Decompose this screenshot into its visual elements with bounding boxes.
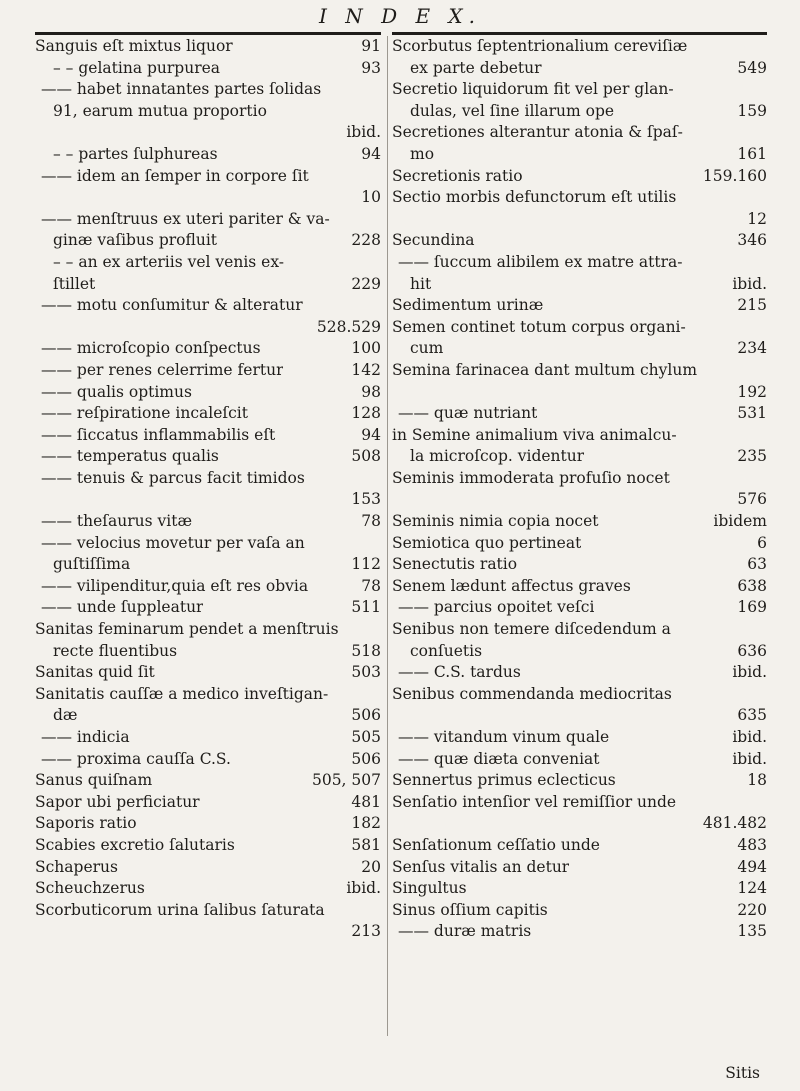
index-entry bbox=[392, 317, 767, 339]
index-entry bbox=[35, 921, 381, 943]
entry-text: – – an ex arteriis vel venis ex- bbox=[53, 252, 285, 271]
index-entry bbox=[392, 425, 767, 447]
index-entry bbox=[35, 878, 381, 900]
entry-page-ref: 234 bbox=[737, 339, 767, 358]
entry-page-ref: 636 bbox=[737, 641, 767, 660]
index-column-left bbox=[35, 36, 381, 943]
index-entry bbox=[35, 79, 381, 101]
index-column-right bbox=[392, 36, 767, 943]
entry-page-ref: 506 bbox=[351, 749, 381, 768]
index-entry bbox=[392, 58, 767, 80]
entry-page-ref: 235 bbox=[737, 447, 767, 466]
entry-page-ref: 494 bbox=[737, 857, 767, 876]
index-entry bbox=[35, 489, 381, 511]
index-entry bbox=[392, 511, 767, 533]
entry-text: Secretio liquidorum fit vel per glan- bbox=[392, 80, 674, 99]
entry-text: —— parcius opoitet veſci bbox=[398, 598, 595, 617]
entry-page-ref: 153 bbox=[351, 490, 381, 509]
entry-page-ref: ibid. bbox=[732, 663, 767, 682]
index-entry bbox=[35, 209, 381, 231]
index-entry bbox=[35, 597, 381, 619]
entry-page-ref bbox=[759, 619, 767, 641]
entry-text: ex parte debetur bbox=[410, 58, 542, 77]
entry-text: —— menſtruus ex uteri pariter & va- bbox=[41, 209, 330, 228]
entry-text: Senectutis ratio bbox=[392, 555, 518, 574]
index-entry bbox=[392, 144, 767, 166]
index-entry bbox=[35, 770, 381, 792]
entry-text: —— tenuis & parcus facit timidos bbox=[41, 468, 305, 487]
entry-text: Sanitatis cauſſæ a medico inveſtigan- bbox=[35, 684, 329, 703]
index-entry bbox=[392, 835, 767, 857]
entry-text: —— unde ſuppleatur bbox=[41, 598, 204, 617]
entry-text: —— per renes celerrime fertur bbox=[41, 360, 284, 379]
entry-page-ref: 229 bbox=[351, 274, 381, 293]
index-entry bbox=[392, 641, 767, 663]
entry-text: —— quæ diæta conveniat bbox=[398, 749, 600, 768]
index-entry bbox=[35, 122, 381, 144]
index-entry bbox=[35, 857, 381, 879]
entry-text: Sanitas feminarum pendet a menſtruis bbox=[35, 620, 339, 639]
entry-page-ref: 220 bbox=[737, 900, 767, 919]
entry-page-ref: 91 bbox=[361, 37, 381, 55]
entry-text: in Semine animalium viva animalcu- bbox=[392, 425, 677, 444]
entry-text: Seminis immoderata profuſio nocet bbox=[392, 468, 670, 487]
index-entry bbox=[392, 382, 767, 404]
entry-page-ref bbox=[373, 166, 381, 188]
index-entry bbox=[35, 144, 381, 166]
index-entry bbox=[35, 101, 381, 123]
entry-page-ref bbox=[759, 684, 767, 706]
index-entry bbox=[392, 684, 767, 706]
index-entry bbox=[392, 209, 767, 231]
index-entry bbox=[392, 338, 767, 360]
entry-text: —— theſaurus vitæ bbox=[41, 512, 193, 531]
entry-page-ref bbox=[373, 101, 381, 123]
entry-text: Sanus quiſnam bbox=[35, 771, 153, 790]
index-entry bbox=[35, 641, 381, 663]
header-rule bbox=[392, 32, 767, 35]
entry-page-ref: 94 bbox=[361, 144, 381, 163]
entry-page-ref: 100 bbox=[351, 339, 381, 358]
entry-page-ref: ibid. bbox=[732, 728, 767, 746]
index-entry bbox=[392, 770, 767, 792]
entry-page-ref bbox=[373, 900, 381, 922]
entry-page-ref: 215 bbox=[737, 296, 767, 315]
entry-page-ref: 503 bbox=[351, 663, 381, 682]
header-rule bbox=[35, 32, 381, 35]
index-entry bbox=[392, 533, 767, 555]
entry-text: Scorbutus ſeptentrionalium cereviſiæ bbox=[392, 37, 688, 55]
entry-page-ref: 505, 507 bbox=[311, 771, 381, 790]
index-entry bbox=[35, 749, 381, 771]
entry-page-ref bbox=[759, 468, 767, 490]
entry-page-ref: 10 bbox=[361, 188, 381, 207]
index-entry bbox=[35, 554, 381, 576]
index-entry bbox=[35, 662, 381, 684]
index-entry bbox=[35, 425, 381, 447]
index-entry bbox=[35, 792, 381, 814]
entry-page-ref: 506 bbox=[351, 706, 381, 725]
entry-page-ref: ibidem bbox=[713, 512, 767, 531]
entry-text: mo bbox=[410, 144, 435, 163]
index-entry bbox=[392, 576, 767, 598]
entry-text: Sapor ubi perficiatur bbox=[35, 792, 200, 811]
entry-text: ginæ vaſibus profluit bbox=[53, 231, 218, 250]
entry-page-ref bbox=[373, 619, 381, 641]
entry-text: Semiotica quo pertineat bbox=[392, 533, 582, 552]
entry-page-ref: 20 bbox=[361, 857, 381, 876]
entry-page-ref: 78 bbox=[361, 512, 381, 531]
entry-text: Scorbuticorum urina ſalibus ſaturata bbox=[35, 900, 325, 919]
index-entry bbox=[392, 252, 767, 274]
index-entry bbox=[392, 230, 767, 252]
index-entry bbox=[392, 295, 767, 317]
entry-text: Semina farinacea dant multum chylum bbox=[392, 360, 698, 379]
entry-text: – – gelatina purpurea bbox=[53, 58, 221, 77]
entry-text: Scabies excretio ſalutaris bbox=[35, 835, 235, 854]
entry-page-ref: 124 bbox=[737, 879, 767, 898]
entry-page-ref: 18 bbox=[747, 771, 767, 790]
entry-page-ref bbox=[373, 684, 381, 706]
index-entry bbox=[392, 468, 767, 490]
index-entry bbox=[35, 900, 381, 922]
entry-text: Senibus commendanda mediocritas bbox=[392, 684, 672, 703]
entry-page-ref bbox=[373, 468, 381, 490]
index-entry bbox=[35, 338, 381, 360]
index-entry bbox=[35, 727, 381, 749]
entry-page-ref: 161 bbox=[737, 144, 767, 163]
entry-page-ref bbox=[759, 122, 767, 144]
index-entry bbox=[35, 274, 381, 296]
entry-text: —— ſuccum alibilem ex matre attra- bbox=[398, 252, 683, 271]
entry-text: —— duræ matris bbox=[398, 922, 532, 941]
entry-text: —— qualis optimus bbox=[41, 382, 192, 401]
column-divider bbox=[387, 36, 388, 1036]
entry-page-ref: 12 bbox=[747, 209, 767, 228]
index-entry bbox=[392, 705, 767, 727]
entry-page-ref bbox=[759, 36, 767, 58]
entry-text: —— quæ nutriant bbox=[398, 404, 538, 423]
entry-text: —— indicia bbox=[41, 728, 130, 746]
entry-page-ref: 159.160 bbox=[702, 166, 767, 185]
entry-text: hit bbox=[410, 274, 432, 293]
index-entry bbox=[35, 446, 381, 468]
index-entry bbox=[392, 36, 767, 58]
index-entry bbox=[35, 533, 381, 555]
entry-text: Scheuchzerus bbox=[35, 879, 145, 898]
entry-text: dulas, vel ſine illarum ope bbox=[410, 101, 615, 120]
index-entry bbox=[392, 597, 767, 619]
entry-text: Senſus vitalis an detur bbox=[392, 857, 570, 876]
index-entry bbox=[35, 403, 381, 425]
index-entry bbox=[392, 79, 767, 101]
index-entry bbox=[392, 360, 767, 382]
entry-page-ref bbox=[759, 792, 767, 814]
index-entry bbox=[392, 489, 767, 511]
entry-text: la microſcop. videntur bbox=[410, 447, 585, 466]
entry-text: Sinus oſſium capitis bbox=[392, 900, 548, 919]
entry-page-ref bbox=[759, 252, 767, 274]
entry-text: Sectio morbis defunctorum eſt utilis bbox=[392, 188, 677, 207]
entry-text: dæ bbox=[53, 706, 78, 725]
entry-text: Sennertus primus eclecticus bbox=[392, 771, 616, 790]
index-entry bbox=[35, 360, 381, 382]
entry-text: Secretionis ratio bbox=[392, 166, 523, 185]
entry-text: —— temperatus qualis bbox=[41, 447, 219, 466]
catchword: Sitis bbox=[725, 1064, 760, 1082]
entry-text: Sanitas quid ſit bbox=[35, 663, 155, 682]
page-header: I N D E X. bbox=[318, 4, 482, 28]
entry-page-ref: 581 bbox=[351, 835, 381, 854]
index-entry bbox=[392, 749, 767, 771]
index-entry bbox=[392, 878, 767, 900]
entry-page-ref bbox=[759, 317, 767, 339]
index-entry bbox=[392, 662, 767, 684]
entry-page-ref bbox=[759, 425, 767, 447]
entry-page-ref: 518 bbox=[351, 641, 381, 660]
index-entry bbox=[392, 101, 767, 123]
index-entry bbox=[392, 554, 767, 576]
index-entry bbox=[35, 295, 381, 317]
entry-text: recte fluentibus bbox=[53, 641, 178, 660]
entry-page-ref: 511 bbox=[351, 598, 381, 617]
entry-page-ref bbox=[373, 252, 381, 274]
entry-text: Sanguis eſt mixtus liquor bbox=[35, 37, 233, 55]
entry-page-ref: 63 bbox=[747, 555, 767, 574]
index-entry bbox=[35, 813, 381, 835]
entry-page-ref: 128 bbox=[351, 404, 381, 423]
index-entry bbox=[392, 166, 767, 188]
entry-text: —— C.S. tardus bbox=[398, 663, 521, 682]
index-entry bbox=[392, 403, 767, 425]
entry-page-ref bbox=[373, 295, 381, 317]
index-entry bbox=[35, 36, 381, 58]
index-entry bbox=[392, 274, 767, 296]
entry-page-ref: 135 bbox=[737, 922, 767, 941]
index-entry bbox=[35, 705, 381, 727]
index-entry bbox=[35, 619, 381, 641]
index-entry bbox=[35, 166, 381, 188]
entry-page-ref: ibid. bbox=[732, 749, 767, 768]
index-entry bbox=[392, 857, 767, 879]
entry-page-ref: 531 bbox=[737, 404, 767, 423]
entry-page-ref: 576 bbox=[737, 490, 767, 509]
index-entry bbox=[35, 468, 381, 490]
entry-text: —— velocius movetur per vaſa an bbox=[41, 533, 305, 552]
entry-text: Saporis ratio bbox=[35, 814, 137, 833]
index-entry bbox=[35, 317, 381, 339]
entry-text: Senſationum ceſſatio unde bbox=[392, 835, 600, 854]
index-entry bbox=[35, 576, 381, 598]
entry-page-ref: 505 bbox=[351, 728, 381, 746]
entry-page-ref: 98 bbox=[361, 382, 381, 401]
entry-text: Senſatio intenſior vel remiſſior unde bbox=[392, 792, 677, 811]
entry-page-ref: 483 bbox=[737, 835, 767, 854]
entry-text: Seminis nimia copia nocet bbox=[392, 512, 599, 531]
entry-page-ref: 346 bbox=[737, 231, 767, 250]
index-entry bbox=[392, 900, 767, 922]
entry-text: conſuetis bbox=[410, 641, 483, 660]
entry-text: guſtiſſima bbox=[53, 555, 131, 574]
index-entry bbox=[392, 727, 767, 749]
index-entry bbox=[35, 58, 381, 80]
entry-text: —— vilipenditur,quia eſt res obvia bbox=[41, 576, 309, 595]
entry-page-ref: 635 bbox=[737, 706, 767, 725]
entry-text: —— ſiccatus inflammabilis eſt bbox=[41, 425, 276, 444]
index-entry bbox=[35, 684, 381, 706]
entry-page-ref: 638 bbox=[737, 576, 767, 595]
entry-page-ref: 481 bbox=[351, 792, 381, 811]
entry-text: —— habet innatantes partes ſolidas bbox=[41, 80, 322, 99]
entry-text: 91, earum mutua proportio bbox=[53, 101, 267, 120]
entry-page-ref bbox=[373, 533, 381, 555]
entry-text: cum bbox=[410, 339, 444, 358]
entry-page-ref: ibid. bbox=[346, 123, 381, 142]
entry-page-ref: 182 bbox=[351, 814, 381, 833]
index-entry bbox=[392, 792, 767, 814]
index-entry bbox=[35, 382, 381, 404]
entry-page-ref: 169 bbox=[737, 598, 767, 617]
entry-text: —— microſcopio conſpectus bbox=[41, 339, 261, 358]
entry-page-ref bbox=[759, 79, 767, 101]
entry-page-ref bbox=[759, 360, 767, 382]
entry-text: —— vitandum vinum quale bbox=[398, 728, 610, 746]
entry-text: —— reſpiratione incaleſcit bbox=[41, 404, 248, 423]
index-entry bbox=[392, 813, 767, 835]
entry-page-ref bbox=[373, 209, 381, 231]
entry-page-ref: 192 bbox=[737, 382, 767, 401]
index-entry bbox=[392, 187, 767, 209]
entry-text: Secretiones alterantur atonia & ſpaſ- bbox=[392, 123, 683, 142]
entry-page-ref: 78 bbox=[361, 576, 381, 595]
entry-page-ref bbox=[759, 187, 767, 209]
index-entry bbox=[392, 921, 767, 943]
entry-page-ref: 508 bbox=[351, 447, 381, 466]
entry-text: Senibus non temere diſcedendum a bbox=[392, 620, 671, 639]
entry-text: Singultus bbox=[392, 879, 467, 898]
entry-text: Secundina bbox=[392, 231, 475, 250]
entry-page-ref: 228 bbox=[351, 231, 381, 250]
index-entry bbox=[35, 230, 381, 252]
entry-page-ref: 549 bbox=[737, 58, 767, 77]
entry-text: —— motu conſumitur & alteratur bbox=[41, 296, 303, 315]
entry-page-ref: 93 bbox=[361, 58, 381, 77]
index-entry bbox=[35, 252, 381, 274]
index-entry bbox=[35, 187, 381, 209]
entry-page-ref: 528.529 bbox=[316, 317, 381, 336]
entry-page-ref: 112 bbox=[351, 555, 381, 574]
index-entry bbox=[35, 511, 381, 533]
index-entry bbox=[392, 122, 767, 144]
entry-text: ſtillet bbox=[53, 274, 96, 293]
entry-page-ref: 213 bbox=[351, 922, 381, 941]
entry-page-ref bbox=[373, 79, 381, 101]
entry-page-ref: ibid. bbox=[732, 274, 767, 293]
entry-text: —— proxima cauſſa C.S. bbox=[41, 749, 231, 768]
entry-page-ref: 94 bbox=[361, 425, 381, 444]
entry-text: —— idem an ſemper in corpore ſit bbox=[41, 166, 309, 185]
entry-page-ref: 142 bbox=[351, 360, 381, 379]
index-entry bbox=[35, 835, 381, 857]
entry-text: Semen continet totum corpus organi- bbox=[392, 317, 686, 336]
entry-page-ref: 481.482 bbox=[702, 814, 767, 833]
entry-page-ref: 6 bbox=[757, 533, 767, 552]
entry-text: Schaperus bbox=[35, 857, 118, 876]
entry-page-ref: ibid. bbox=[346, 879, 381, 898]
entry-page-ref: 159 bbox=[737, 101, 767, 120]
index-entry bbox=[392, 446, 767, 468]
index-entry bbox=[392, 619, 767, 641]
entry-text: Senem lædunt affectus graves bbox=[392, 576, 631, 595]
entry-text: Sedimentum urinæ bbox=[392, 296, 544, 315]
entry-text: – – partes ſulphureas bbox=[53, 144, 218, 163]
